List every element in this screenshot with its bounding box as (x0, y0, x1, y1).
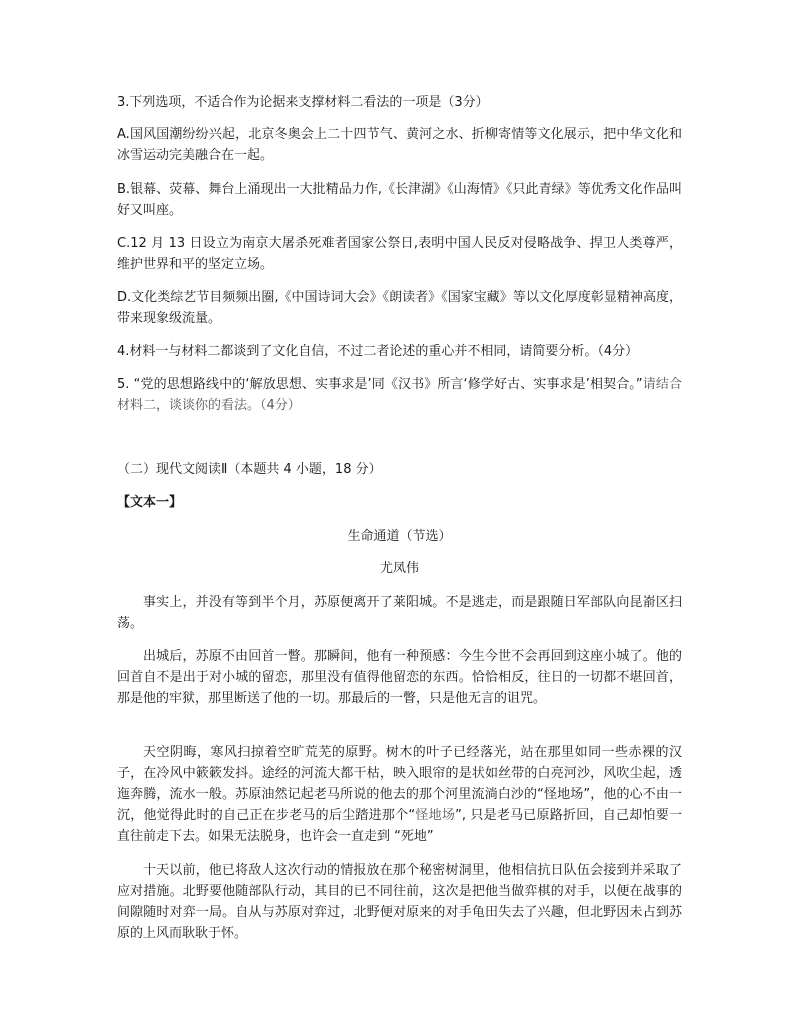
question-3-option-c: C.12 月 13 日设立为南京大屠杀死难者国家公祭日,表明中国人民反对侵略战争、捍卫人类尊严，维护世界和平的坚定立场。 (117, 236, 682, 272)
text-label: 【文本一】 (117, 495, 183, 510)
story-paragraph-3-part-a: 天空阴晦，寒风扫掠着空旷荒芜的原野。树木的叶子已经落光，站在那里如同一些赤裸的汉子，在冷风中簌簌发抖。途经的河流大都干枯，映入眼帘的是状如丝带的白亮河沙，风吹尘起，透迤奔腾，流水一般。苏原油然记起老马所说的他去的那个河里流淌白沙的“怪地场”，他的心不由一沉，他觉得此时的自己正在步老马的后尘踏进那个“ (117, 745, 682, 823)
story-paragraph-3 (117, 742, 682, 847)
question-3-stem: 3.下列选项，不适合作为论据来支撑材料二看法的一项是（3分） (117, 95, 489, 110)
story-paragraph-1: 事实上，并没有等到半个月，苏原便离开了莱阳城。不是逃走，而是跟随日军部队向昆嵛区扫荡。 (117, 595, 682, 631)
question-5 (117, 374, 682, 416)
question-4: 4.材料一与材料二都谈到了文化自信，不过二者论述的重心并不相同，请简要分析。（4分） (117, 344, 639, 359)
story-paragraph-4: 十天以前，他已将敌人这次行动的情报放在那个秘密树洞里，他相信抗日队伍会接到并采取了应对措施。北野要他随部队行动，其目的已不同往前，这次是把他当做弈棋的对手，以便在战事的间隙随时对弈一局。自从与苏原对弈过，北野便对原来的对手龟田失去了兴趣，但北野因未占到苏原的上风而耿耿于怀。 (117, 863, 682, 941)
question-5-instruction: 请结合材料二，谈谈你的看法。（4分） (117, 377, 682, 413)
story-paragraph-2: 出城后，苏原不由回首一瞥。那瞬间，他有一种预感：今生今世不会再回到这座小城了。他的回首自不是出于对小城的留恋，那里没有值得他留恋的东西。恰恰相反，往日的一切都不堪回首，那是他的牢狱，那里断送了他的一切。那最后的一瞥，只是他无言的诅咒。 (117, 649, 682, 706)
story-paragraph-3-part-c: ”, 只是老马已原路折回，自己却怕要一直往前走下去。如果无法脱身，也许会一直走到 “死地” (117, 808, 682, 844)
question-3-option-a: A.国风国潮纷纷兴起，北京冬奥会上二十四节气、黄河之水、折柳寄情等文化展示，把中华文化和冰雪运动完美融合在一起。 (117, 127, 682, 163)
question-5-quote: 5. “党的思想路线中的‘解放思想、实事求是’同《汉书》所言‘修学好古、实事求是’相契合。” (117, 377, 643, 392)
section-title: （二）现代文阅读Ⅱ（本题共 4 小题，18 分） (117, 462, 382, 477)
story-paragraph-3-term: 怪地场 (415, 808, 456, 823)
story-author: 尤凤伟 (379, 561, 419, 576)
question-3-option-b: B.银幕、荧幕、舞台上涌现出一大批精品力作,《长津湖》《山海情》《只此青绿》等优秀文化作品叫好又叫座。 (117, 182, 682, 218)
question-3-option-d: D.文化类综艺节目频频出圈,《中国诗词大会》《朗读者》《国家宝藏》等以文化厚度彰显精神高度，带来现象级流量。 (117, 290, 682, 326)
story-title: 生命通道（节选） (347, 529, 452, 544)
